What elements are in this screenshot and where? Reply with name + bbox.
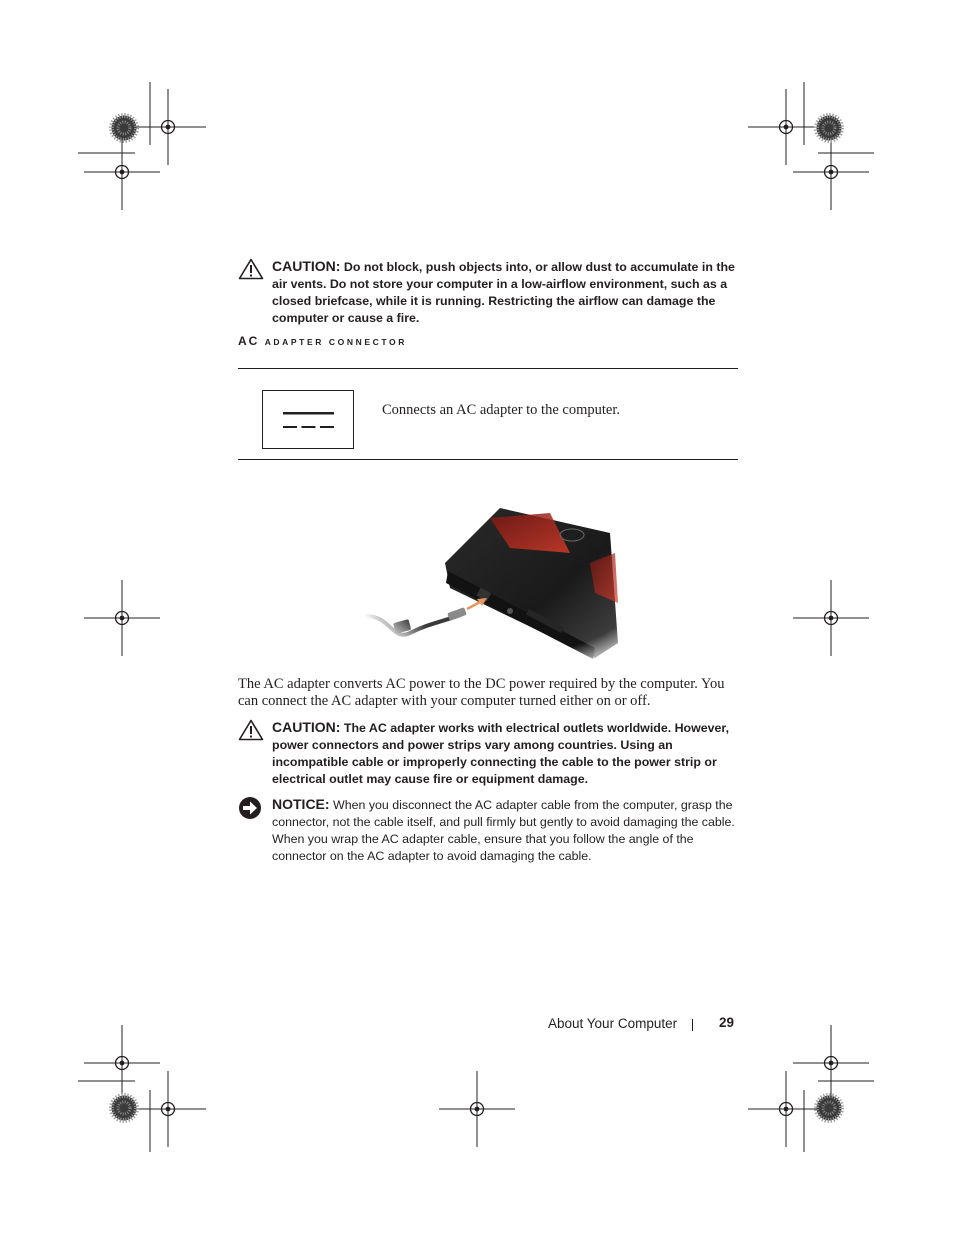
body-paragraph: The AC adapter converts AC power to the DC power required by the computer. You can connect the AC adapter with your computer turned either on or off. — [238, 676, 725, 709]
caution-note — [238, 258, 738, 327]
caution-label: CAUTION: — [272, 719, 341, 735]
connector-description: Connects an AC adapter to the computer. — [382, 402, 620, 418]
footer-chapter-title: About Your Computer — [548, 1016, 678, 1031]
notice-label: NOTICE: — [272, 796, 330, 812]
laptop-ac-adapter-photo — [350, 493, 625, 668]
caution-label: CAUTION: — [272, 258, 341, 274]
warning-triangle-icon — [238, 258, 264, 280]
notice-arrow-icon — [238, 796, 262, 820]
caution-text: Do not block, push objects into, or allow dust to accumulate in the air vents. Do not store your computer in a low-airflow environment, such as a closed briefcase, while it is running. Restricting the airflow can damage the computer or cause a fire. — [272, 260, 735, 325]
section-heading-prefix: AC — [238, 334, 260, 348]
caution-text: The AC adapter works with electrical outlets worldwide. However, power connectors and power strips vary among countries. Using an incompatible cable or improperly connecting the cable to the power strip or electrical outlet may cause fire or equipment damage. — [272, 721, 730, 786]
section-heading — [238, 334, 407, 348]
notice-text: When you disconnect the AC adapter cable from the computer, grasp the connector, not the cable itself, and pull firmly but gently to avoid damaging the cable. When you wrap the AC adapter cable, ensure that you follow the angle of the connector on the AC adapter to avoid damaging the cable. — [272, 798, 735, 863]
notice-note — [238, 796, 738, 865]
page-number: 29 — [719, 1015, 735, 1030]
dc-power-symbol-icon — [262, 390, 354, 449]
table-top-rule — [238, 368, 738, 369]
table-bottom-rule — [238, 459, 738, 460]
caution-note-2 — [238, 719, 738, 788]
section-heading-rest: ADAPTER CONNECTOR — [264, 337, 407, 347]
warning-triangle-icon — [238, 719, 264, 741]
footer-separator — [692, 1019, 693, 1031]
